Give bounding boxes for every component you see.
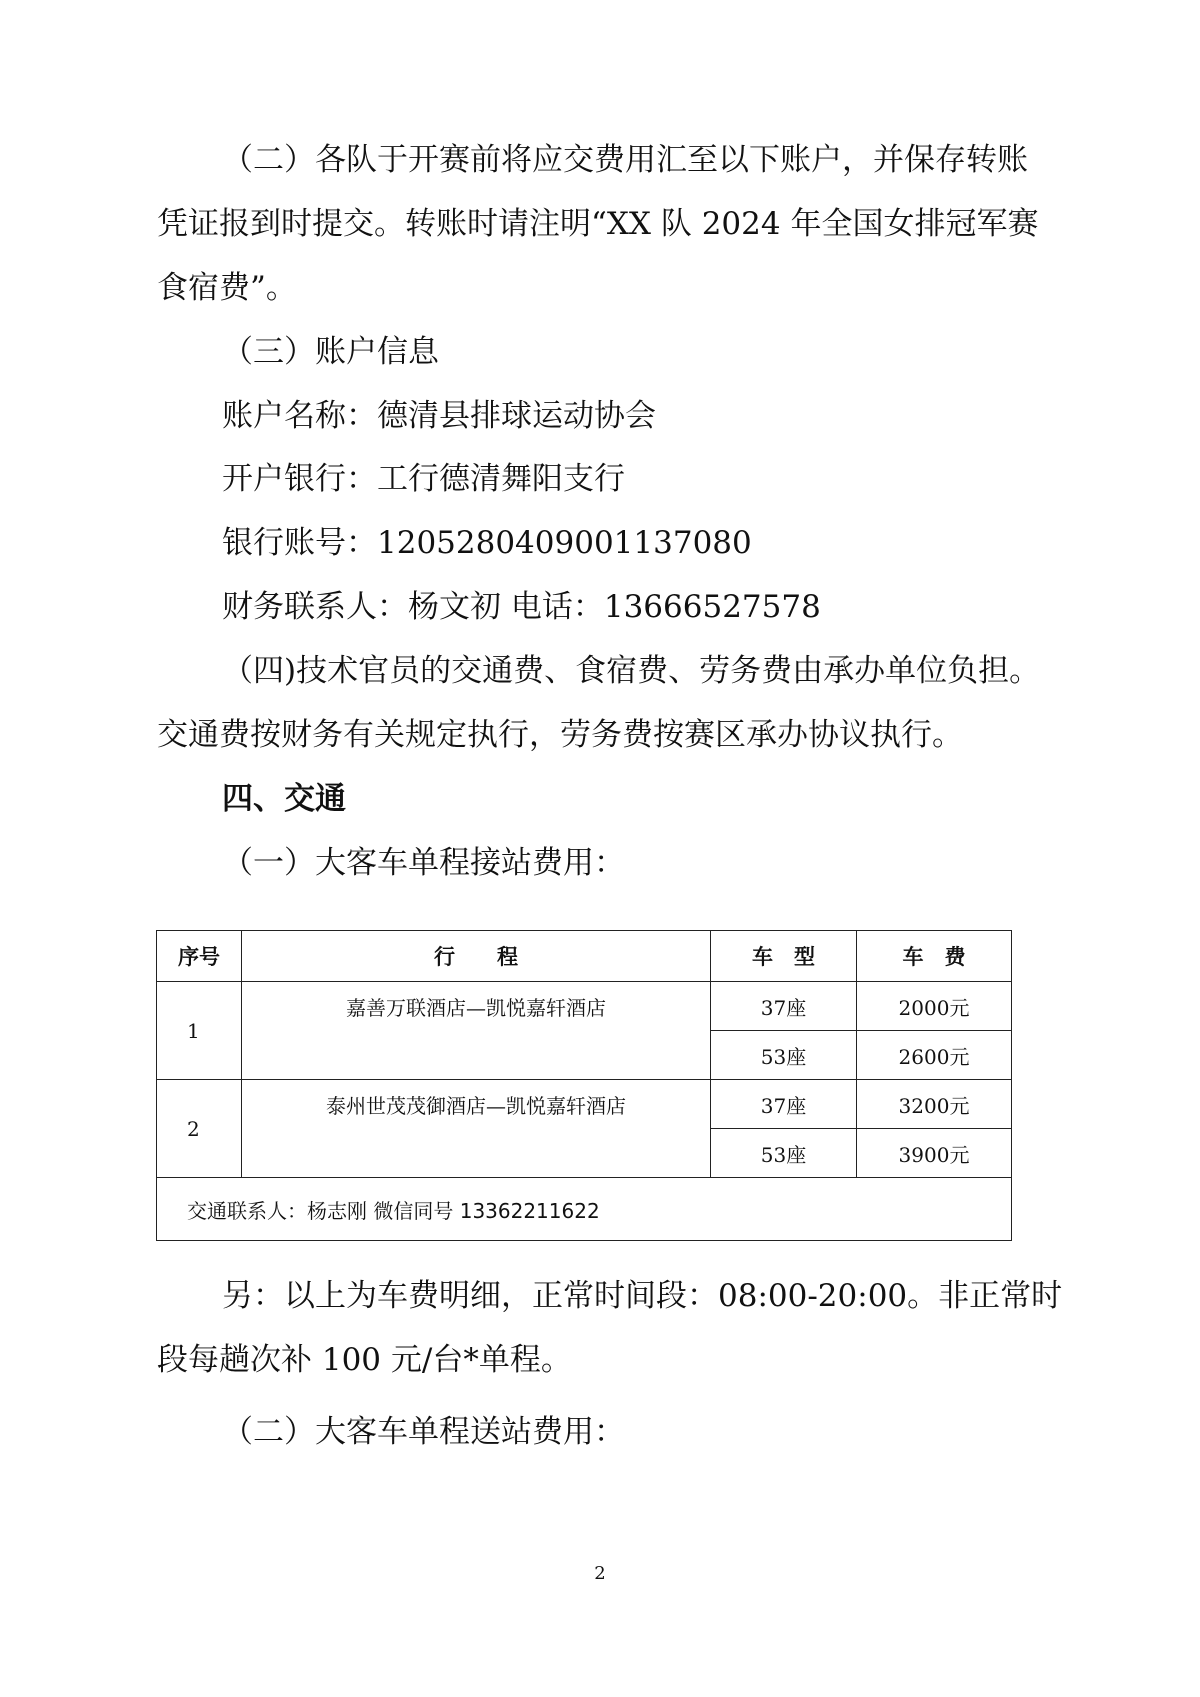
note-line1: 另：以上为车费明细，正常时间段：08:00-20:00。非正常时 — [222, 1278, 1063, 1314]
fee-cell: 3900元 — [857, 1129, 1012, 1178]
finance-contact: 财务联系人：杨文初 电话：13666527578 — [222, 589, 821, 625]
table-contact-row — [157, 1178, 1012, 1241]
row-route: 嘉善万联酒店—凯悦嘉轩酒店 — [242, 982, 711, 1080]
vehicle-type-cell: 37座 — [711, 982, 857, 1031]
paragraph-fees-line3: 食宿费”。 — [157, 270, 297, 306]
account-number: 银行账号：1205280409001137080 — [222, 525, 752, 561]
header-vehicle-type: 车 型 — [711, 931, 857, 982]
header-fee: 车 费 — [857, 931, 1012, 982]
row-route: 泰州世茂茂御酒店—凯悦嘉轩酒店 — [242, 1080, 711, 1178]
table-row — [157, 982, 1012, 1031]
vehicle-type-cell: 37座 — [711, 1080, 857, 1129]
header-route: 行 程 — [242, 931, 711, 982]
row-seq: 1 — [157, 982, 242, 1080]
paragraph-officials-line1: （四)技术官员的交通费、食宿费、劳务费由承办单位负担。 — [222, 653, 1041, 689]
vehicle-type-cell: 53座 — [711, 1031, 857, 1080]
fee-cell: 2600元 — [857, 1031, 1012, 1080]
account-name: 账户名称：德清县排球运动协会 — [222, 398, 656, 434]
pickup-fee-title: （一）大客车单程接站费用： — [222, 845, 625, 881]
header-seq: 序号 — [157, 931, 242, 982]
section-heading-transport: 四、交通 — [222, 781, 346, 817]
note-line2: 段每趟次补 100 元/台*单程。 — [157, 1342, 572, 1378]
paragraph-fees-line2: 凭证报到时提交。转账时请注明“XX 队 2024 年全国女排冠军赛 — [157, 206, 1039, 242]
fee-cell: 3200元 — [857, 1080, 1012, 1129]
vehicle-type-cell: 53座 — [711, 1129, 857, 1178]
paragraph-officials-line2: 交通费按财务有关规定执行，劳务费按赛区承办协议执行。 — [157, 717, 963, 753]
fare-table — [156, 930, 1012, 1241]
transport-contact: 交通联系人：杨志刚 微信同号 13362211622 — [157, 1178, 1012, 1241]
bank-name: 开户银行：工行德清舞阳支行 — [222, 461, 625, 497]
fee-cell: 2000元 — [857, 982, 1012, 1031]
table-row — [157, 1080, 1012, 1129]
page-number: 2 — [594, 1563, 606, 1584]
row-seq: 2 — [157, 1080, 242, 1178]
account-info-title: （三）账户信息 — [222, 334, 439, 370]
table-header-row — [157, 931, 1012, 982]
paragraph-fees-line1: （二）各队于开赛前将应交费用汇至以下账户，并保存转账 — [222, 142, 1028, 178]
dropoff-fee-title: （二）大客车单程送站费用： — [222, 1414, 625, 1450]
